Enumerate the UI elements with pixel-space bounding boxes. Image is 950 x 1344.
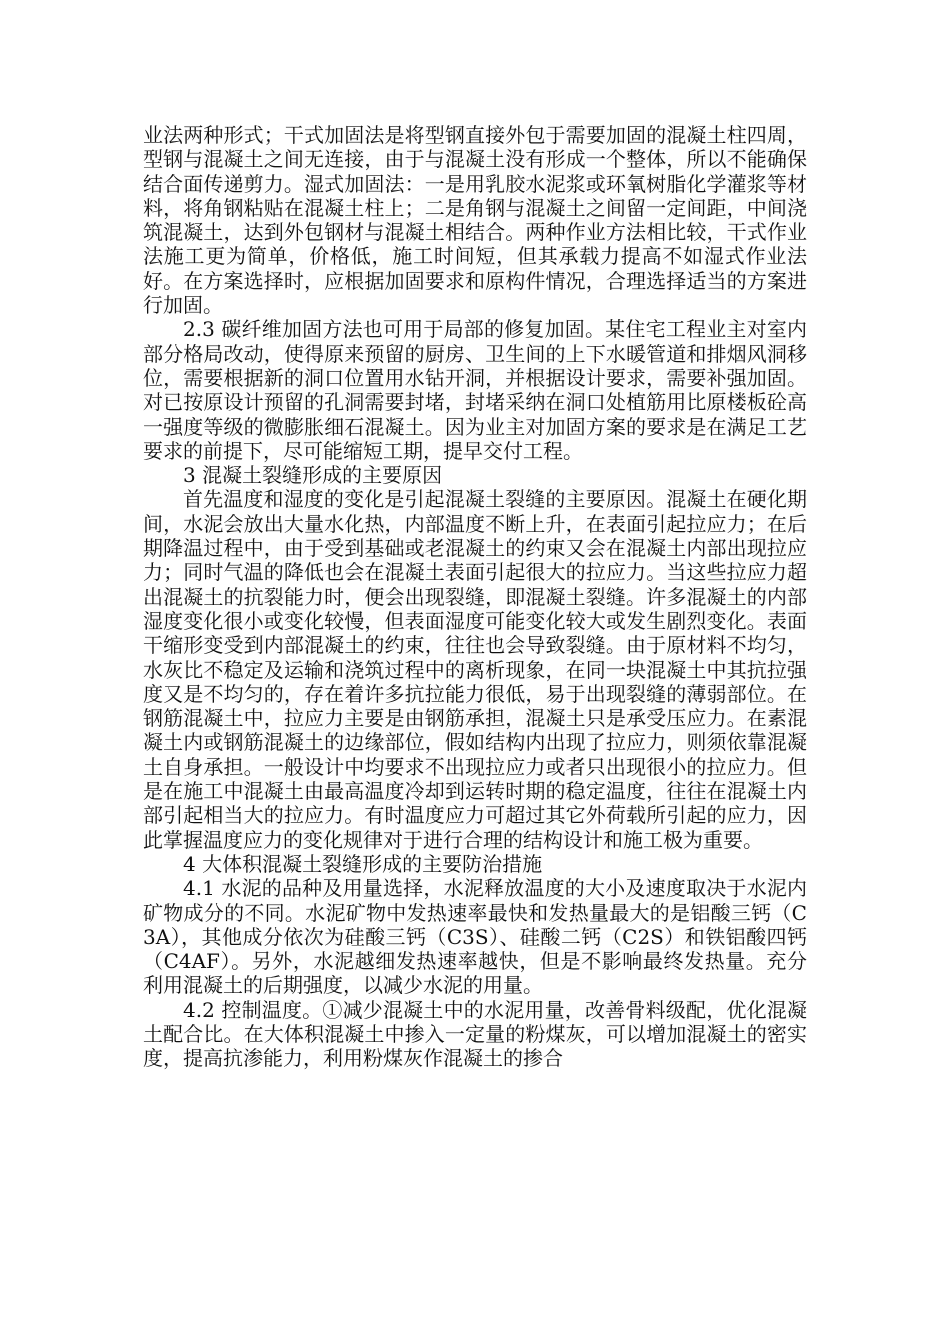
paragraph-temperature-humidity: 首先温度和湿度的变化是引起混凝土裂缝的主要原因。混凝土在硬化期间，水泥会放出大量水化热，内部温度不断上升，在表面引起拉应力；在后期降温过程中，由于受到基础或老混凝土的约束又会在混凝土内部出现拉应力；同时气温的降低也会在混凝土表面引起很大的拉应力。当这些拉应力超出混凝土的抗裂能力时，便会出现裂缝，即混凝土裂缝。许多混凝土的内部湿度变化很小或变化较慢，但表面湿度可能变化较大或发生剧烈变化。表面干缩形变受到内部混凝土的约束，往往也会导致裂缝。由于原材料不均匀，水灰比不稳定及运输和浇筑过程中的离析现象，在同一块混凝土中其抗拉强度又是不均匀的，存在着许多抗拉能力很低，易于出现裂缝的薄弱部位。在钢筋混凝土中，拉应力主要是由钢筋承担，混凝土只是承受压应力。在素混凝土内或钢筋混凝土的边缘部位，假如结构内出现了拉应力，则须依靠混凝土自身承担。一般设计中均要求不出现拉应力或者只出现很小的拉应力。但是在施工中混凝土由最高温度冷却到运转时期的稳定温度，往往在混凝土内部引起相当大的拉应力。有时温度应力可超过其它外荷载所引起的应力，因此掌握温度应力的变化规律对于进行合理的结构设计和施工极为重要。 xyxy=(143,487,807,852)
document-body xyxy=(143,123,807,1071)
paragraph-cement-selection: 4.1 水泥的品种及用量选择，水泥释放温度的大小及速度取决于水泥内矿物成分的不同。水泥矿物中发热速率最快和发热量最大的是铝酸三钙（C3A），其他成分依次为硅酸三钙（C3S）、硅酸二钙（C2S）和铁铝酸四钙（C4AF）。另外，水泥越细发热速率越快，但是不影响最终发热量。充分利用混凝土的后期强度，以减少水泥的用量。 xyxy=(143,876,807,998)
paragraph-temperature-control: 4.2 控制温度。①减少混凝土中的水泥用量，改善骨料级配，优化混凝土配合比。在大体积混凝土中掺入一定量的粉煤灰，可以增加混凝土的密实度，提高抗渗能力，利用粉煤灰作混凝土的掺合 xyxy=(143,997,807,1071)
paragraph-steel-encasement: 业法两种形式；干式加固法是将型钢直接外包于需要加固的混凝土柱四周，型钢与混凝土之间无连接，由于与混凝土没有形成一个整体，所以不能确保结合面传递剪力。湿式加固法：一是用乳胶水泥浆或环氧树脂化学灌浆等材料，将角钢粘贴在混凝土柱上；二是角钢与混凝土之间留一定间距，中间浇筑混凝土，达到外包钢材与混凝土相结合。两种作业方法相比较，干式作业法施工更为简单，价格低，施工时间短，但其承载力提高不如湿式作业法好。在方案选择时，应根据加固要求和原构件情况，合理选择适当的方案进行加固。 xyxy=(143,123,807,318)
paragraph-carbon-fiber: 2.3 碳纤维加固方法也可用于局部的修复加固。某住宅工程业主对室内部分格局改动，使得原来预留的厨房、卫生间的上下水暖管道和排烟风洞移位，需要根据新的洞口位置用水钻开洞，并根据设计要求，需要补强加固。对已按原设计预留的孔洞需要封堵，封堵采纳在洞口处植筋用比原楼板砼高一强度等级的微膨胀细石混凝土。因为业主对加固方案的要求是在满足工艺要求的前提下，尽可能缩短工期，提早交付工程。 xyxy=(143,317,807,463)
section-heading-crack-causes: 3 混凝土裂缝形成的主要原因 xyxy=(183,463,443,488)
section-heading-prevention: 4 大体积混凝土裂缝形成的主要防治措施 xyxy=(183,851,543,876)
